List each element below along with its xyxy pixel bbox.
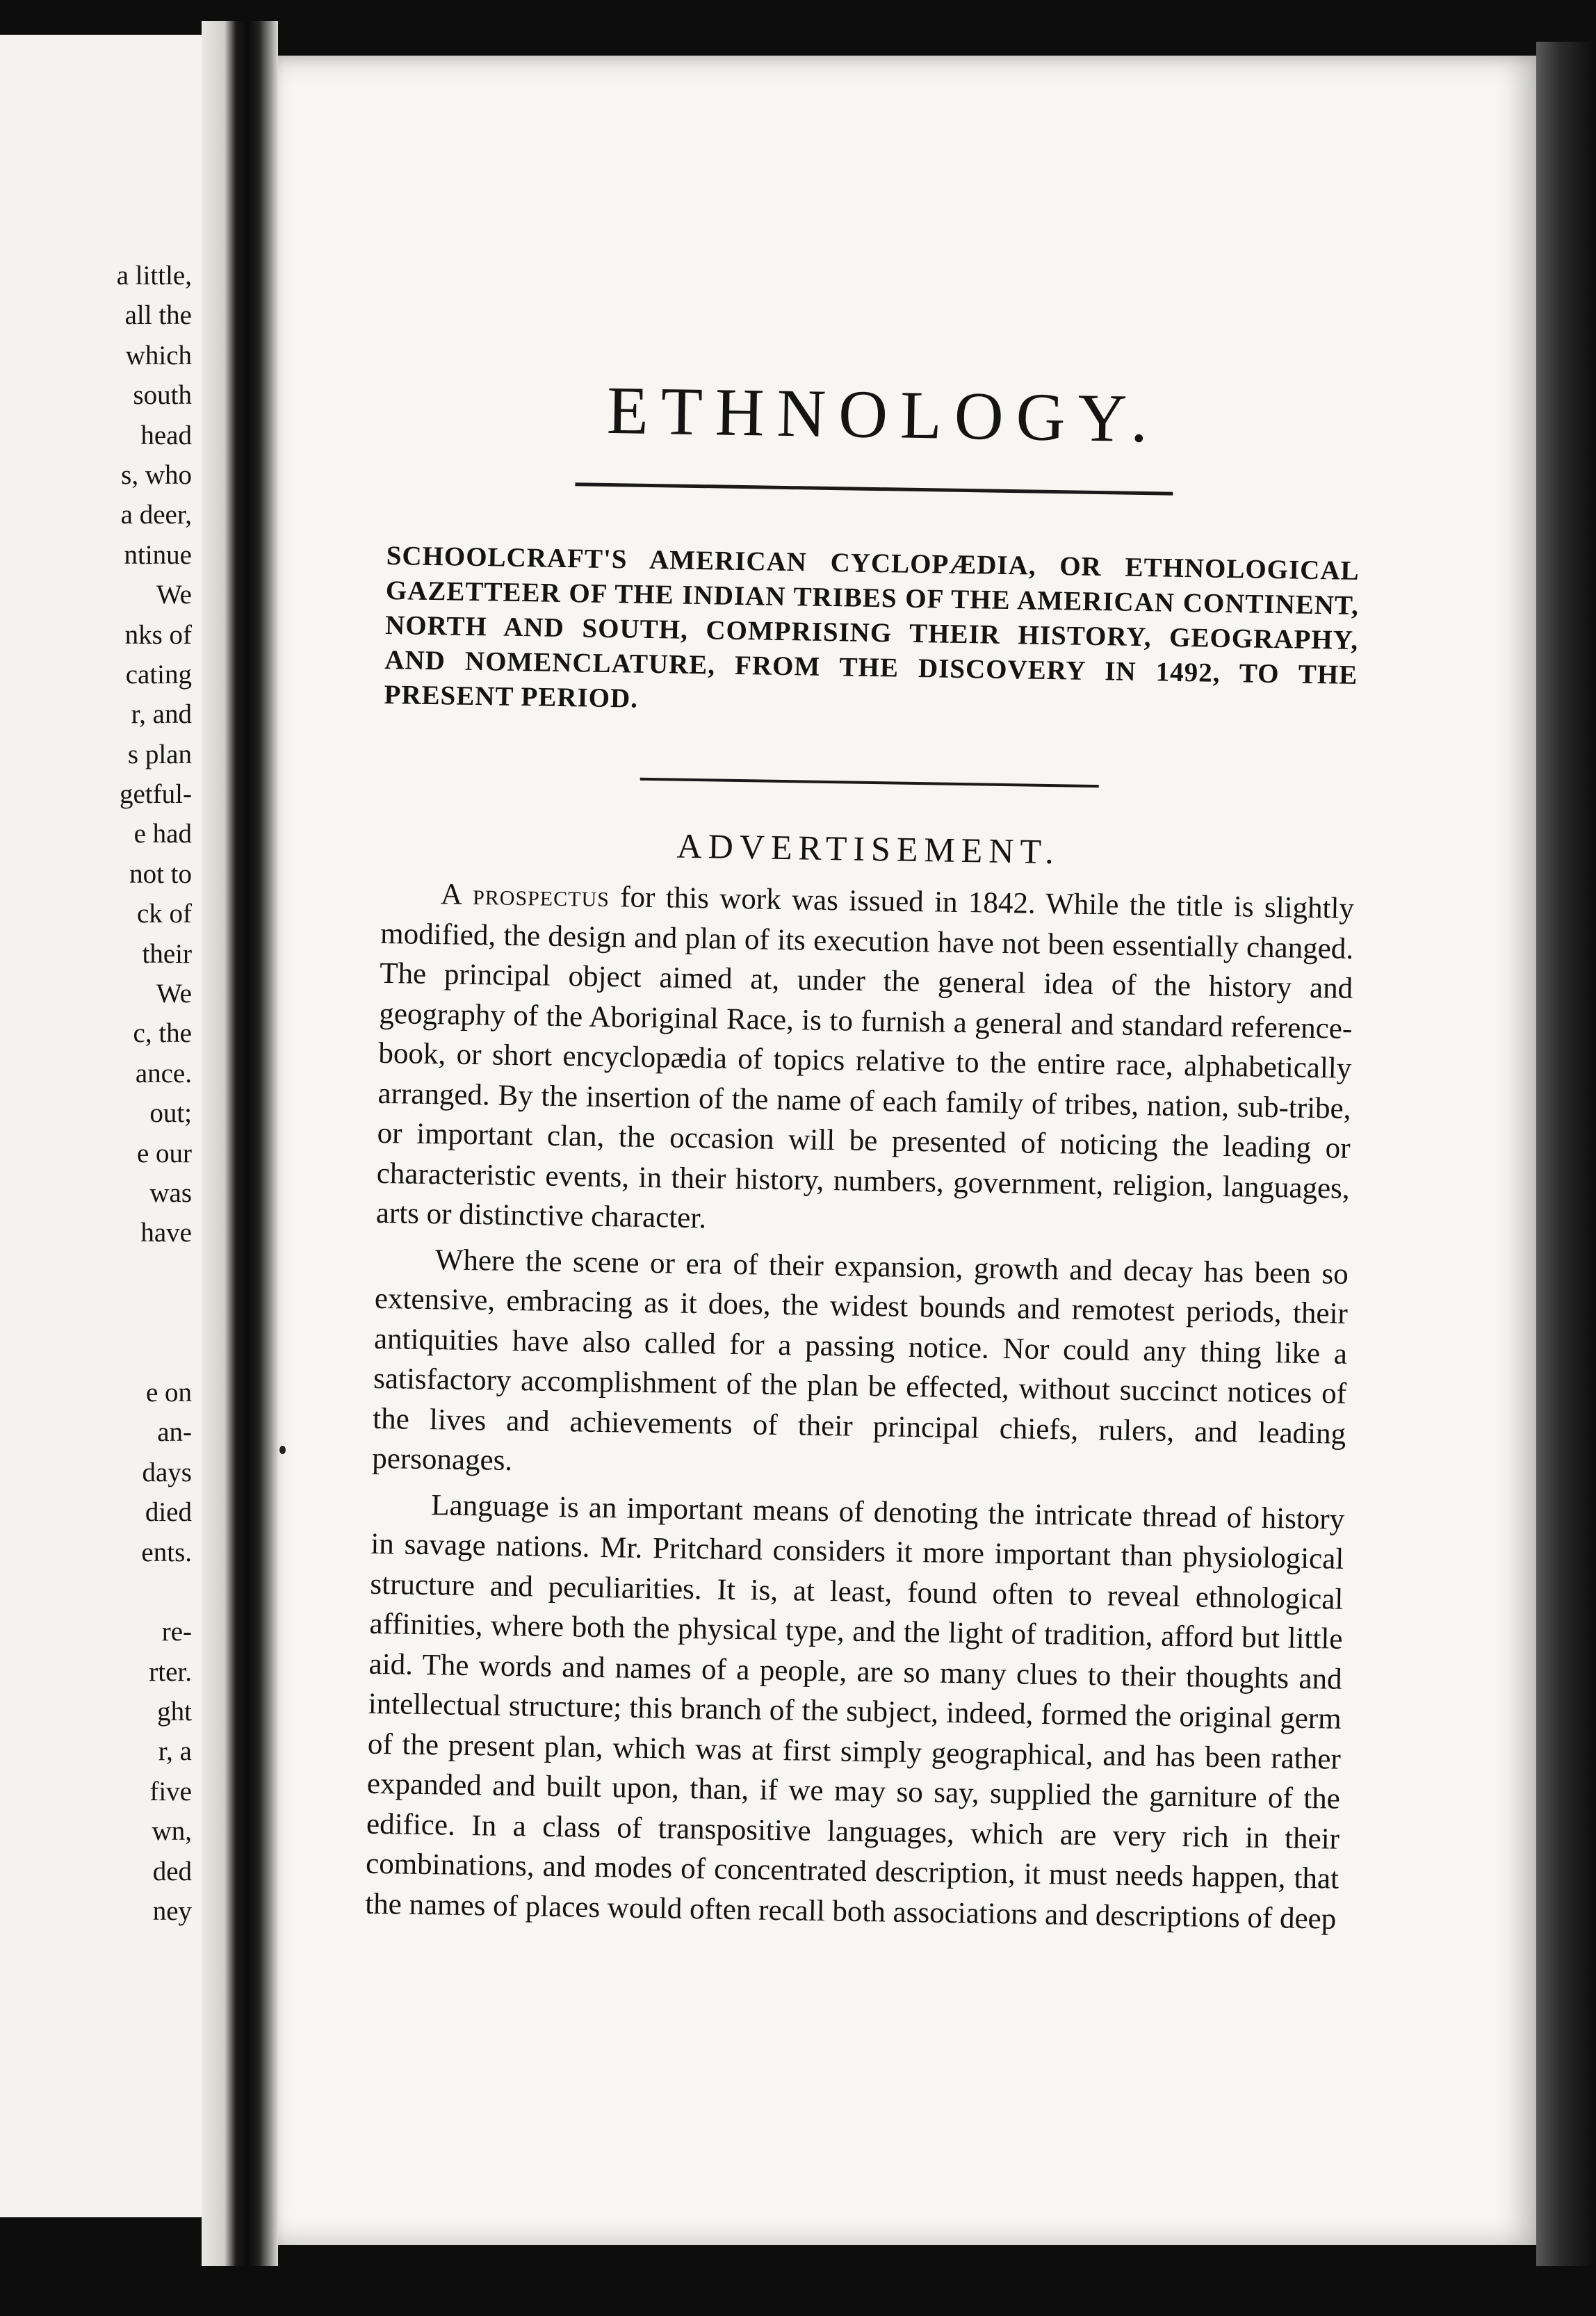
previous-page-line: head <box>140 420 192 450</box>
previous-page-line: ck of <box>136 899 192 929</box>
previous-page-text <box>0 256 202 1931</box>
previous-page-line: an- <box>157 1417 192 1448</box>
previous-page-line: a little, <box>116 261 192 291</box>
previous-page-line: wn, <box>152 1816 192 1847</box>
previous-page-line: days <box>142 1457 192 1487</box>
previous-page-line: rter. <box>149 1656 192 1687</box>
previous-page-line: e had <box>133 819 192 849</box>
previous-page-line <box>0 1253 202 1293</box>
previous-page-line: cating <box>125 659 192 690</box>
previous-page-line: ntinue <box>124 539 192 570</box>
previous-page-line: was <box>149 1177 192 1208</box>
page-edge-shadow <box>1536 42 1596 2266</box>
previous-page-line: ney <box>152 1896 192 1927</box>
previous-page-line: which <box>125 340 192 370</box>
previous-page-line: e our <box>136 1138 192 1168</box>
previous-page-line: s plan <box>127 739 192 769</box>
previous-page-line: r, and <box>131 699 192 730</box>
previous-page-line: ance. <box>135 1058 192 1088</box>
previous-page-line: south <box>133 380 192 411</box>
previous-page-line: r, a <box>158 1736 192 1767</box>
previous-page-line: ded <box>152 1856 192 1886</box>
previous-page-line <box>0 1333 202 1373</box>
title-rule <box>575 482 1173 496</box>
page-title: ETHNOLOGY. <box>606 373 1161 457</box>
previous-page-line: We <box>156 580 192 610</box>
previous-page-line <box>0 1572 202 1612</box>
previous-page-line: s, who <box>121 459 192 490</box>
paragraph-lead: A prospectus <box>440 878 610 914</box>
paragraph-text: for this work was issued in 1842. While the title is slightly modified, the design and plan of its execution have not been essentially changed. The principal object aimed at, under the general idea of the history and geography of the Aboriginal Race, is to furnish a general and standard reference-book, or short encyclopædia of topics relative to the entire race, alphabetically arranged. By the insertion of the name of each family of tribes, nation, sub-tribe, or important clan, the occasion will be presented of noticing the leading or characteristic events, in their history, numbers, government, religion, languages, arts or distinctive character. <box>375 881 1355 1235</box>
previous-page-line: re- <box>161 1617 192 1647</box>
previous-page-line: ents. <box>141 1537 192 1567</box>
previous-page-line: c, the <box>133 1018 192 1049</box>
previous-page-line: ght <box>157 1697 192 1727</box>
previous-page-line: nks of <box>124 619 192 650</box>
previous-page-line: five <box>149 1776 192 1807</box>
subtitle-rule <box>640 778 1099 788</box>
previous-page-line <box>0 1293 202 1332</box>
previous-page-line: out; <box>149 1098 192 1129</box>
previous-page-line: getful- <box>120 779 192 810</box>
previous-page-line: e on <box>145 1377 192 1408</box>
previous-page-line: a deer, <box>120 500 192 530</box>
paragraph-2: Where the scene or era of their expansion, growth and decay has been so extensive, embracing as it does, the widest bounds and remotest periods, their antiquities have also called for a passing notice. Nor could any thing like a satisfactory accomplishment of the plan be effected, without succinct notices of the lives and achievements of their principal chiefs, rulers, and leading personages. <box>371 1243 1349 1477</box>
paragraph-3: Language is an important means of denoting the intricate thread of history in savage nations. Mr. Pritchard considers it more important than physiological structure and peculiarities. It is, at least, found often to reveal ethnological affinities, where both the physical type, and the light of tradition, afford but little aid. The words and names of a people, are so many clues to their thoughts and intellectual structure; this branch of the subject, indeed, formed the original germ of the present plan, which was at first simply geographical, and has been rather expanded and built upon, than, if we may so say, supplied the garniture of the edifice. In a class of transpositive languages, which are very rich in their combinations, and modes of concentrated description, it must needs happen, that the names of places would often recall both associations and descriptions of deep <box>364 1488 1345 1936</box>
page-content <box>365 368 1362 1939</box>
work-subtitle: SCHOOLCRAFT'S AMERICAN CYCLOPÆDIA, OR ETHNOLOGICAL GAZETTEER OF THE INDIAN TRIBES OF THE AMERICAN CONTINENT, NORTH AND SOUTH, COMPRISING THEIR HISTORY, GEOGRAPHY, AND NOMENCLATURE, FROM THE DISCOVERY IN 1492, TO THE PRESENT PERIOD. <box>384 540 1360 714</box>
ink-speck <box>279 1446 286 1454</box>
previous-page-line: We <box>156 979 192 1009</box>
section-heading: ADVERTISEMENT. <box>676 826 1061 872</box>
previous-page-line: their <box>142 938 192 969</box>
previous-page-line: all the <box>124 300 192 331</box>
previous-page-line: have <box>140 1218 192 1248</box>
previous-page-fragment <box>0 35 204 2217</box>
previous-page-line: not to <box>129 858 192 889</box>
book-gutter <box>202 21 278 2266</box>
paragraph-1 <box>375 874 1354 1248</box>
previous-page-line: died <box>145 1497 192 1528</box>
